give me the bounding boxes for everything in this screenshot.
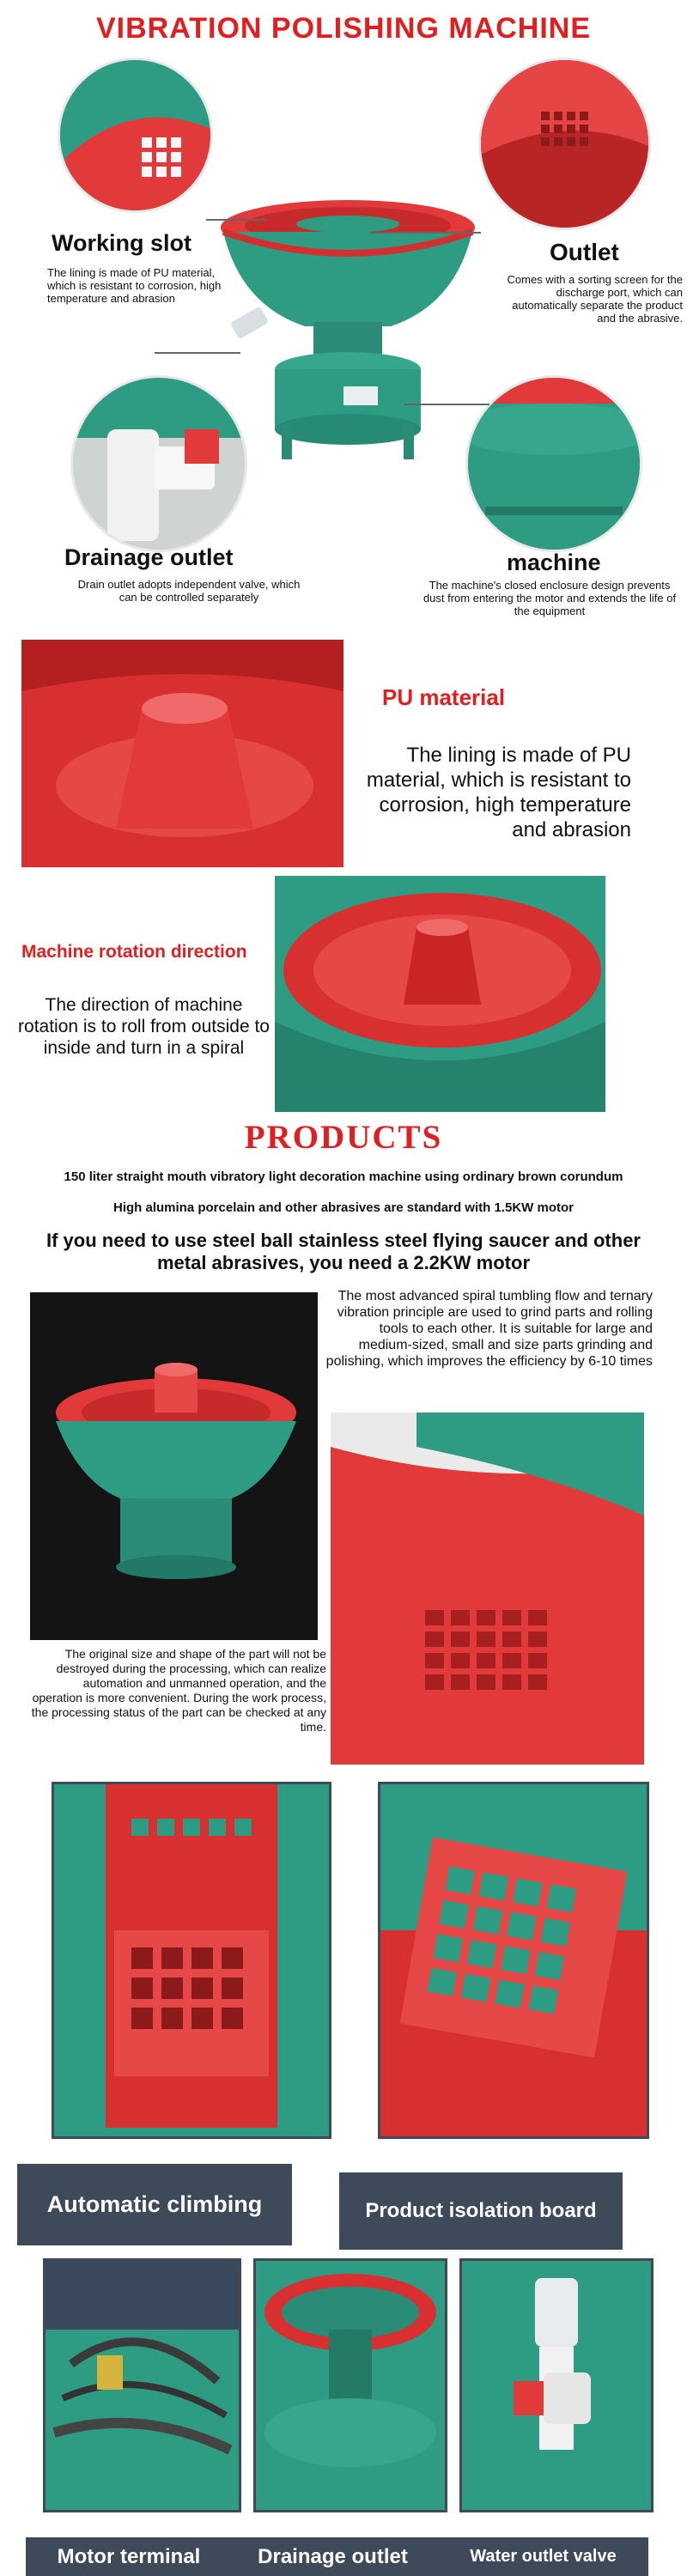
pu-material-photo [21,640,344,867]
automatic-climbing-photo [52,1782,331,2139]
vibration-machine-image [215,193,481,477]
product-isolation-board-photo [378,1782,649,2139]
page-title [0,12,687,46]
drainage-outlet-photo-2 [253,2258,447,2512]
products-line-2: High alumina porcelain and other abrasives are standard with 1.5KW motor [113,1200,574,1215]
connector-line [369,232,481,234]
working-slot-title: Working slot [52,230,192,256]
outlet-desc: Comes with a sorting screen for the discharge port, which can automatically separate the product and the abrasive. [507,273,683,325]
products-line-1: 150 liter straight mouth vibratory light decoration machine using ordinary brown corundum [64,1170,623,1184]
water-outlet-valve-label-text: Water outlet valve [470,2547,617,2566]
water-outlet-valve-photo [459,2258,654,2512]
connector-line [206,219,266,221]
machine-desc: The machine's closed enclosure design prevents dust from entering the motor and extends the life of the equipment [423,579,677,617]
motor-terminal-label [26,2537,232,2576]
automatic-climbing-label [17,2164,292,2245]
working-slot-photo [60,60,210,210]
drainage-outlet-title: Drainage outlet [64,544,234,570]
pu-material-desc: The lining is made of PU material, which is resistant to corrosion, high temperature and abrasion [366,744,631,841]
drainage-outlet-label [228,2537,438,2576]
motor-terminal-photo [43,2258,241,2512]
pu-material-title: PU material [382,684,506,710]
products-title: PRODUCTS [244,1119,443,1156]
rotation-direction-photo [275,876,605,1112]
product-isolation-board-label-text: Product isolation board [365,2199,597,2222]
products-line-3: If you need to use steel ball stainless steel flying saucer and other metal abrasives, you need a 2.2KW motor [46,1230,641,1273]
drainage-outlet-photo [73,378,245,550]
products-desc-right: The most advanced spiral tumbling flow and ternary vibration principle are used to grind parts and rolling tools to each other. It is suitable for large and medium-sized, small and size parts grinding and polishing, which improves the efficiency by 6-10 times [325,1289,653,1369]
outlet-title: Outlet [550,239,619,265]
motor-terminal-label-text: Motor terminal [57,2544,201,2568]
rotation-direction-title: Machine rotation direction [21,942,247,962]
outlet-photo [481,60,648,228]
page-title-text: VIBRATION POLISHING MACHINE [95,12,592,45]
water-outlet-valve-label [438,2537,648,2576]
products-desc-left: The original size and shape of the part will not be destroyed during the processing, which can realize automation and unmanned operation, and the operation is more convenient. During the work process, the processing status of the part can be checked at any time. [31,1647,326,1734]
rotation-direction-desc: The direction of machine rotation is to roll from outside to inside and turn in a spiral [18,995,270,1058]
product-isolation-board-label [339,2172,623,2250]
sorting-screen-photo [331,1413,644,1765]
machine-title: machine [507,550,601,575]
working-slot-desc: The lining is made of PU material, which is resistant to corrosion, high temperature and abrasion [47,266,222,305]
connector-line [404,404,489,405]
drainage-outlet-label-text: Drainage outlet [258,2544,408,2568]
automatic-climbing-label-text: Automatic climbing [46,2191,263,2217]
machine-enclosure-photo [468,378,640,550]
product-machine-photo [30,1292,318,1640]
connector-line [155,352,240,354]
drainage-outlet-desc: Drain outlet adopts independent valve, which can be controlled separately [77,578,301,604]
